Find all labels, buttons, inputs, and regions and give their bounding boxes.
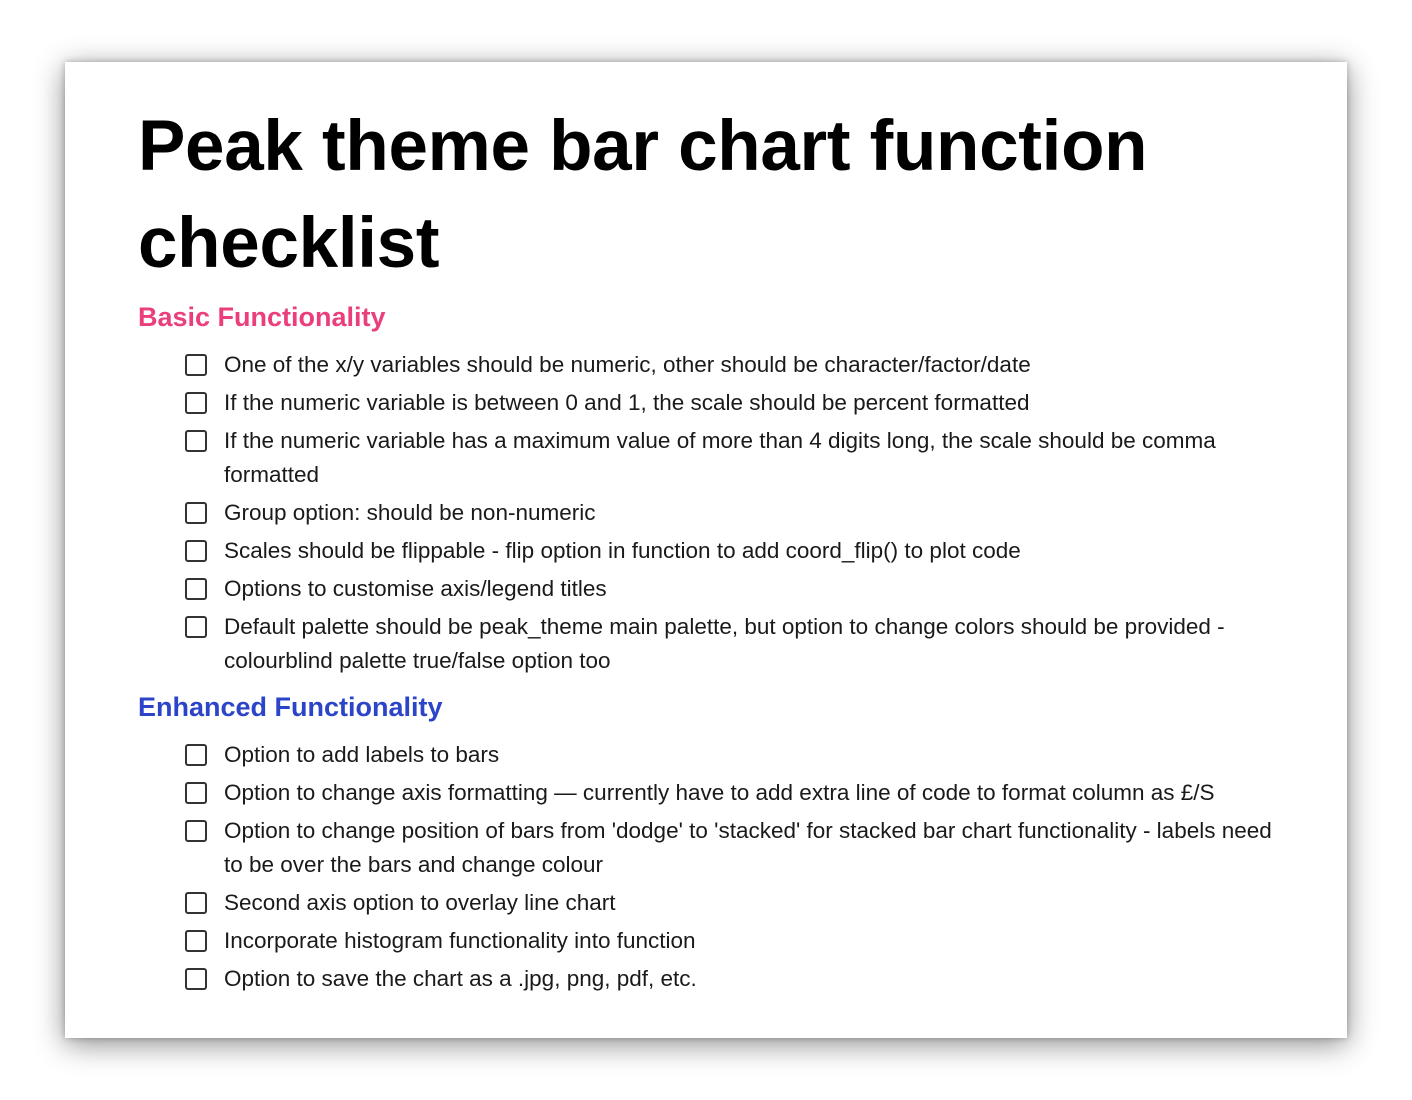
item-text: Incorporate histogram functionality into function [224,928,696,953]
item-text: Scales should be flippable - flip option in function to add coord_flip() to plot code [224,538,1021,563]
item-text: If the numeric variable has a maximum value of more than 4 digits long, the scale should be comma formatted [224,428,1216,487]
list-item [184,496,1277,530]
item-text: Option to add labels to bars [224,742,500,767]
checkbox[interactable] [185,782,207,804]
checkbox[interactable] [185,354,207,376]
item-text: Option to change axis formatting — currently have to add extra line of code to format column as £/S [224,780,1215,805]
list-item [184,886,1277,920]
item-text: Default palette should be peak_theme main palette, but option to change colors should be provided - colourblind palette true/false option too [224,614,1225,673]
page-title: Peak theme bar chart function checklist [138,107,1148,283]
checklist-card [65,62,1347,1038]
section-heading-enhanced: Enhanced Functionality [138,692,443,722]
checkbox[interactable] [185,392,207,414]
item-text: Second axis option to overlay line chart [224,890,616,915]
list-item [184,348,1277,382]
checklist-enhanced [138,738,1277,996]
item-text: Group option: should be non-numeric [224,500,596,525]
item-text: Option to change position of bars from 'dodge' to 'stacked' for stacked bar chart functionality - labels need to be over the bars and change colour [224,818,1272,877]
section-heading-basic: Basic Functionality [138,302,386,332]
list-item [184,924,1277,958]
item-text: If the numeric variable is between 0 and 1, the scale should be percent formatted [224,390,1030,415]
checkbox[interactable] [185,578,207,600]
checklist-basic [138,348,1277,678]
list-item [184,534,1277,568]
item-text: One of the x/y variables should be numeric, other should be character/factor/date [224,352,1031,377]
list-item [184,962,1277,996]
list-item [184,572,1277,606]
list-item [184,424,1277,492]
item-text: Options to customise axis/legend titles [224,576,607,601]
checkbox[interactable] [185,744,207,766]
checkbox[interactable] [185,892,207,914]
checkbox[interactable] [185,616,207,638]
list-item [184,776,1277,810]
checkbox[interactable] [185,540,207,562]
checkbox[interactable] [185,502,207,524]
checkbox[interactable] [185,968,207,990]
checkbox[interactable] [185,930,207,952]
list-item [184,386,1277,420]
item-text: Option to save the chart as a .jpg, png, pdf, etc. [224,966,697,991]
list-item [184,610,1277,678]
list-item [184,738,1277,772]
checkbox[interactable] [185,820,207,842]
list-item [184,814,1277,882]
checkbox[interactable] [185,430,207,452]
